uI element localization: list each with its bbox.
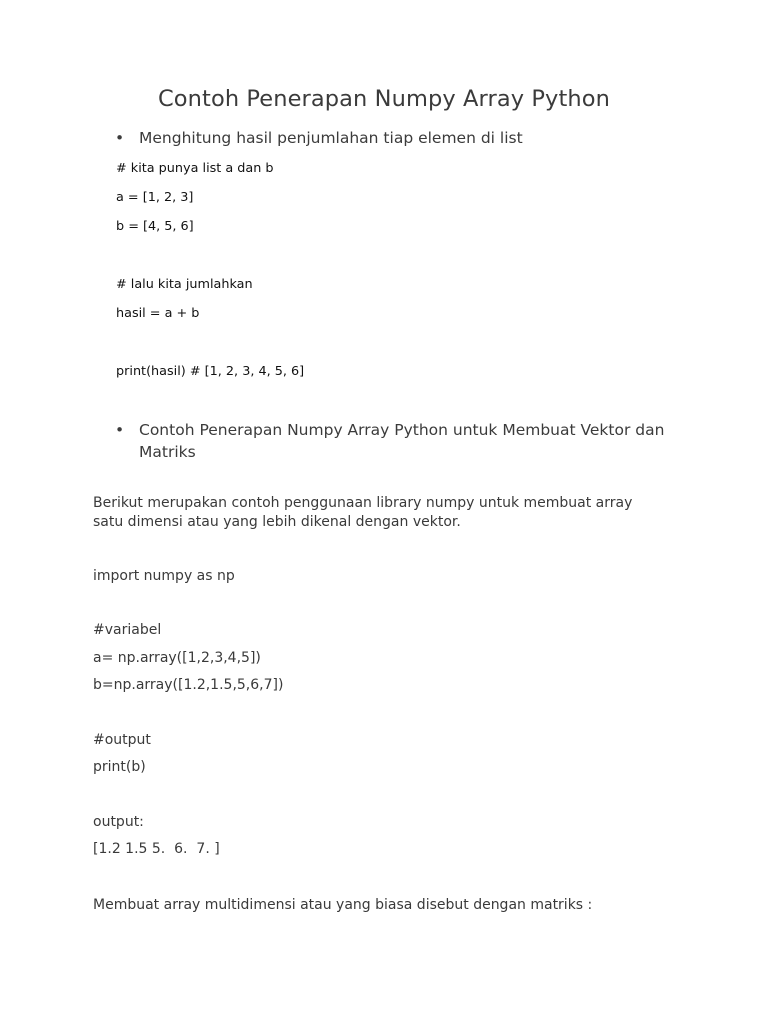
bullet-icon: • [115, 129, 125, 147]
code-line: hasil = a + b [116, 306, 200, 321]
code-line: print(b) [93, 759, 146, 775]
code-line: # lalu kita jumlahkan [116, 277, 253, 292]
closing-paragraph: Membuat array multidimensi atau yang biasa disebut dengan matriks : [93, 897, 593, 913]
code-line: a = [1, 2, 3] [116, 190, 194, 205]
bullet-icon: • [115, 421, 125, 439]
code-line: [1.2 1.5 5. 6. 7. ] [93, 841, 220, 857]
code-line: # kita punya list a dan b [116, 161, 274, 176]
code-line: output: [93, 814, 144, 830]
page-title: Contoh Penerapan Numpy Array Python [158, 86, 610, 112]
code-line: import numpy as np [93, 568, 235, 584]
code-line: b = [4, 5, 6] [116, 219, 194, 234]
code-line: print(hasil) # [1, 2, 3, 4, 5, 6] [116, 364, 305, 379]
code-line: a= np.array([1,2,3,4,5]) [93, 650, 261, 666]
code-line: #output [93, 732, 151, 748]
code-line: #variabel [93, 622, 162, 638]
bullet-item-1-text: Menghitung hasil penjumlahan tiap elemen di list [139, 129, 523, 147]
bullet-item-2 [115, 420, 675, 463]
code-line: b=np.array([1.2,1.5,5,6,7]) [93, 677, 284, 693]
bullet-item-2-text: Contoh Penerapan Numpy Array Python untuk Membuat Vektor dan Matriks [139, 421, 665, 461]
bullet-item-1 [115, 128, 675, 150]
intro-paragraph: Berikut merupakan contoh penggunaan library numpy untuk membuat array satu dimensi atau yang lebih dikenal dengan vektor. [93, 495, 633, 530]
